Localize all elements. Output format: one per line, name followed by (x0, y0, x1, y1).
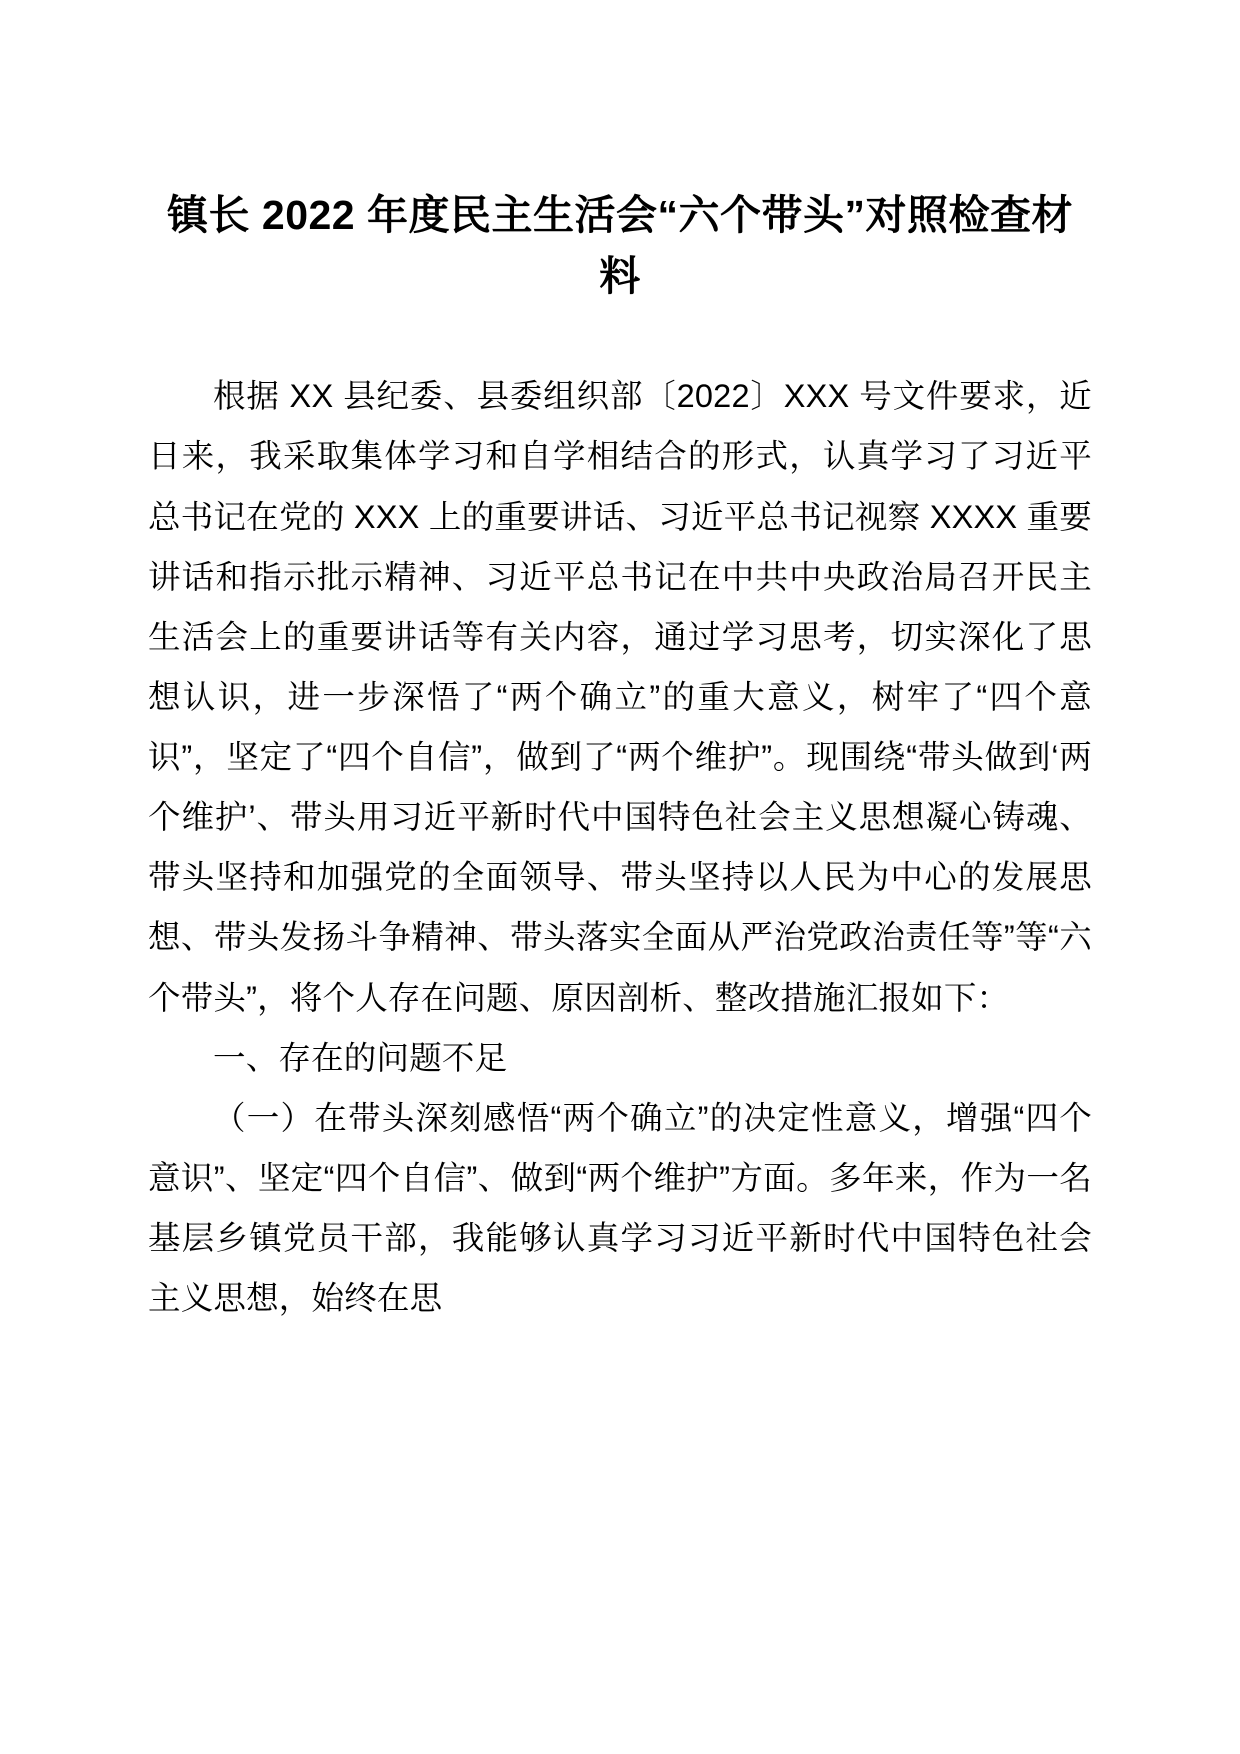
document-body (148, 366, 1092, 1328)
paragraph-subsection-one: （一）在带头深刻感悟“两个确立”的决定性意义，增强“四个意识”、坚定“四个自信”、做到“两个维护”方面。多年来，作为一名基层乡镇党员干部，我能够认真学习习近平新时代中国特色社会主义思想，始终在思 (148, 1099, 1092, 1317)
paragraph-intro: 根据 XX 县纪委、县委组织部〔2022〕XXX 号文件要求，近日来，我采取集体学习和自学相结合的形式，认真学习了习近平总书记在党的 XXX 上的重要讲话、习近平总书记视察 XXXX 重要讲话和指示批示精神、习近平总书记在中共中央政治局召开民主生活会上的重要讲话等有关内容，通过学习思考，切实深化了思想认识，进一步深悟了“两个确立”的重大意义，树牢了“四个意识”，坚定了“四个自信”，做到了“两个维护”。现围绕“带头做到‘两个维护’、带头用习近平新时代中国特色社会主义思想凝心铸魂、带头坚持和加强党的全面领导、带头坚持以人民为中心的发展思想、带头发扬斗争精神、带头落实全面从严治党政治责任等”等“六个带头”，将个人存在问题、原因剖析、整改措施汇报如下： (148, 378, 1092, 1016)
page-title: 镇长 2022 年度民主生活会“六个带头”对照检查材料 (167, 192, 1073, 299)
paragraph-section-heading-one: 一、存在的问题不足 (213, 1039, 508, 1076)
